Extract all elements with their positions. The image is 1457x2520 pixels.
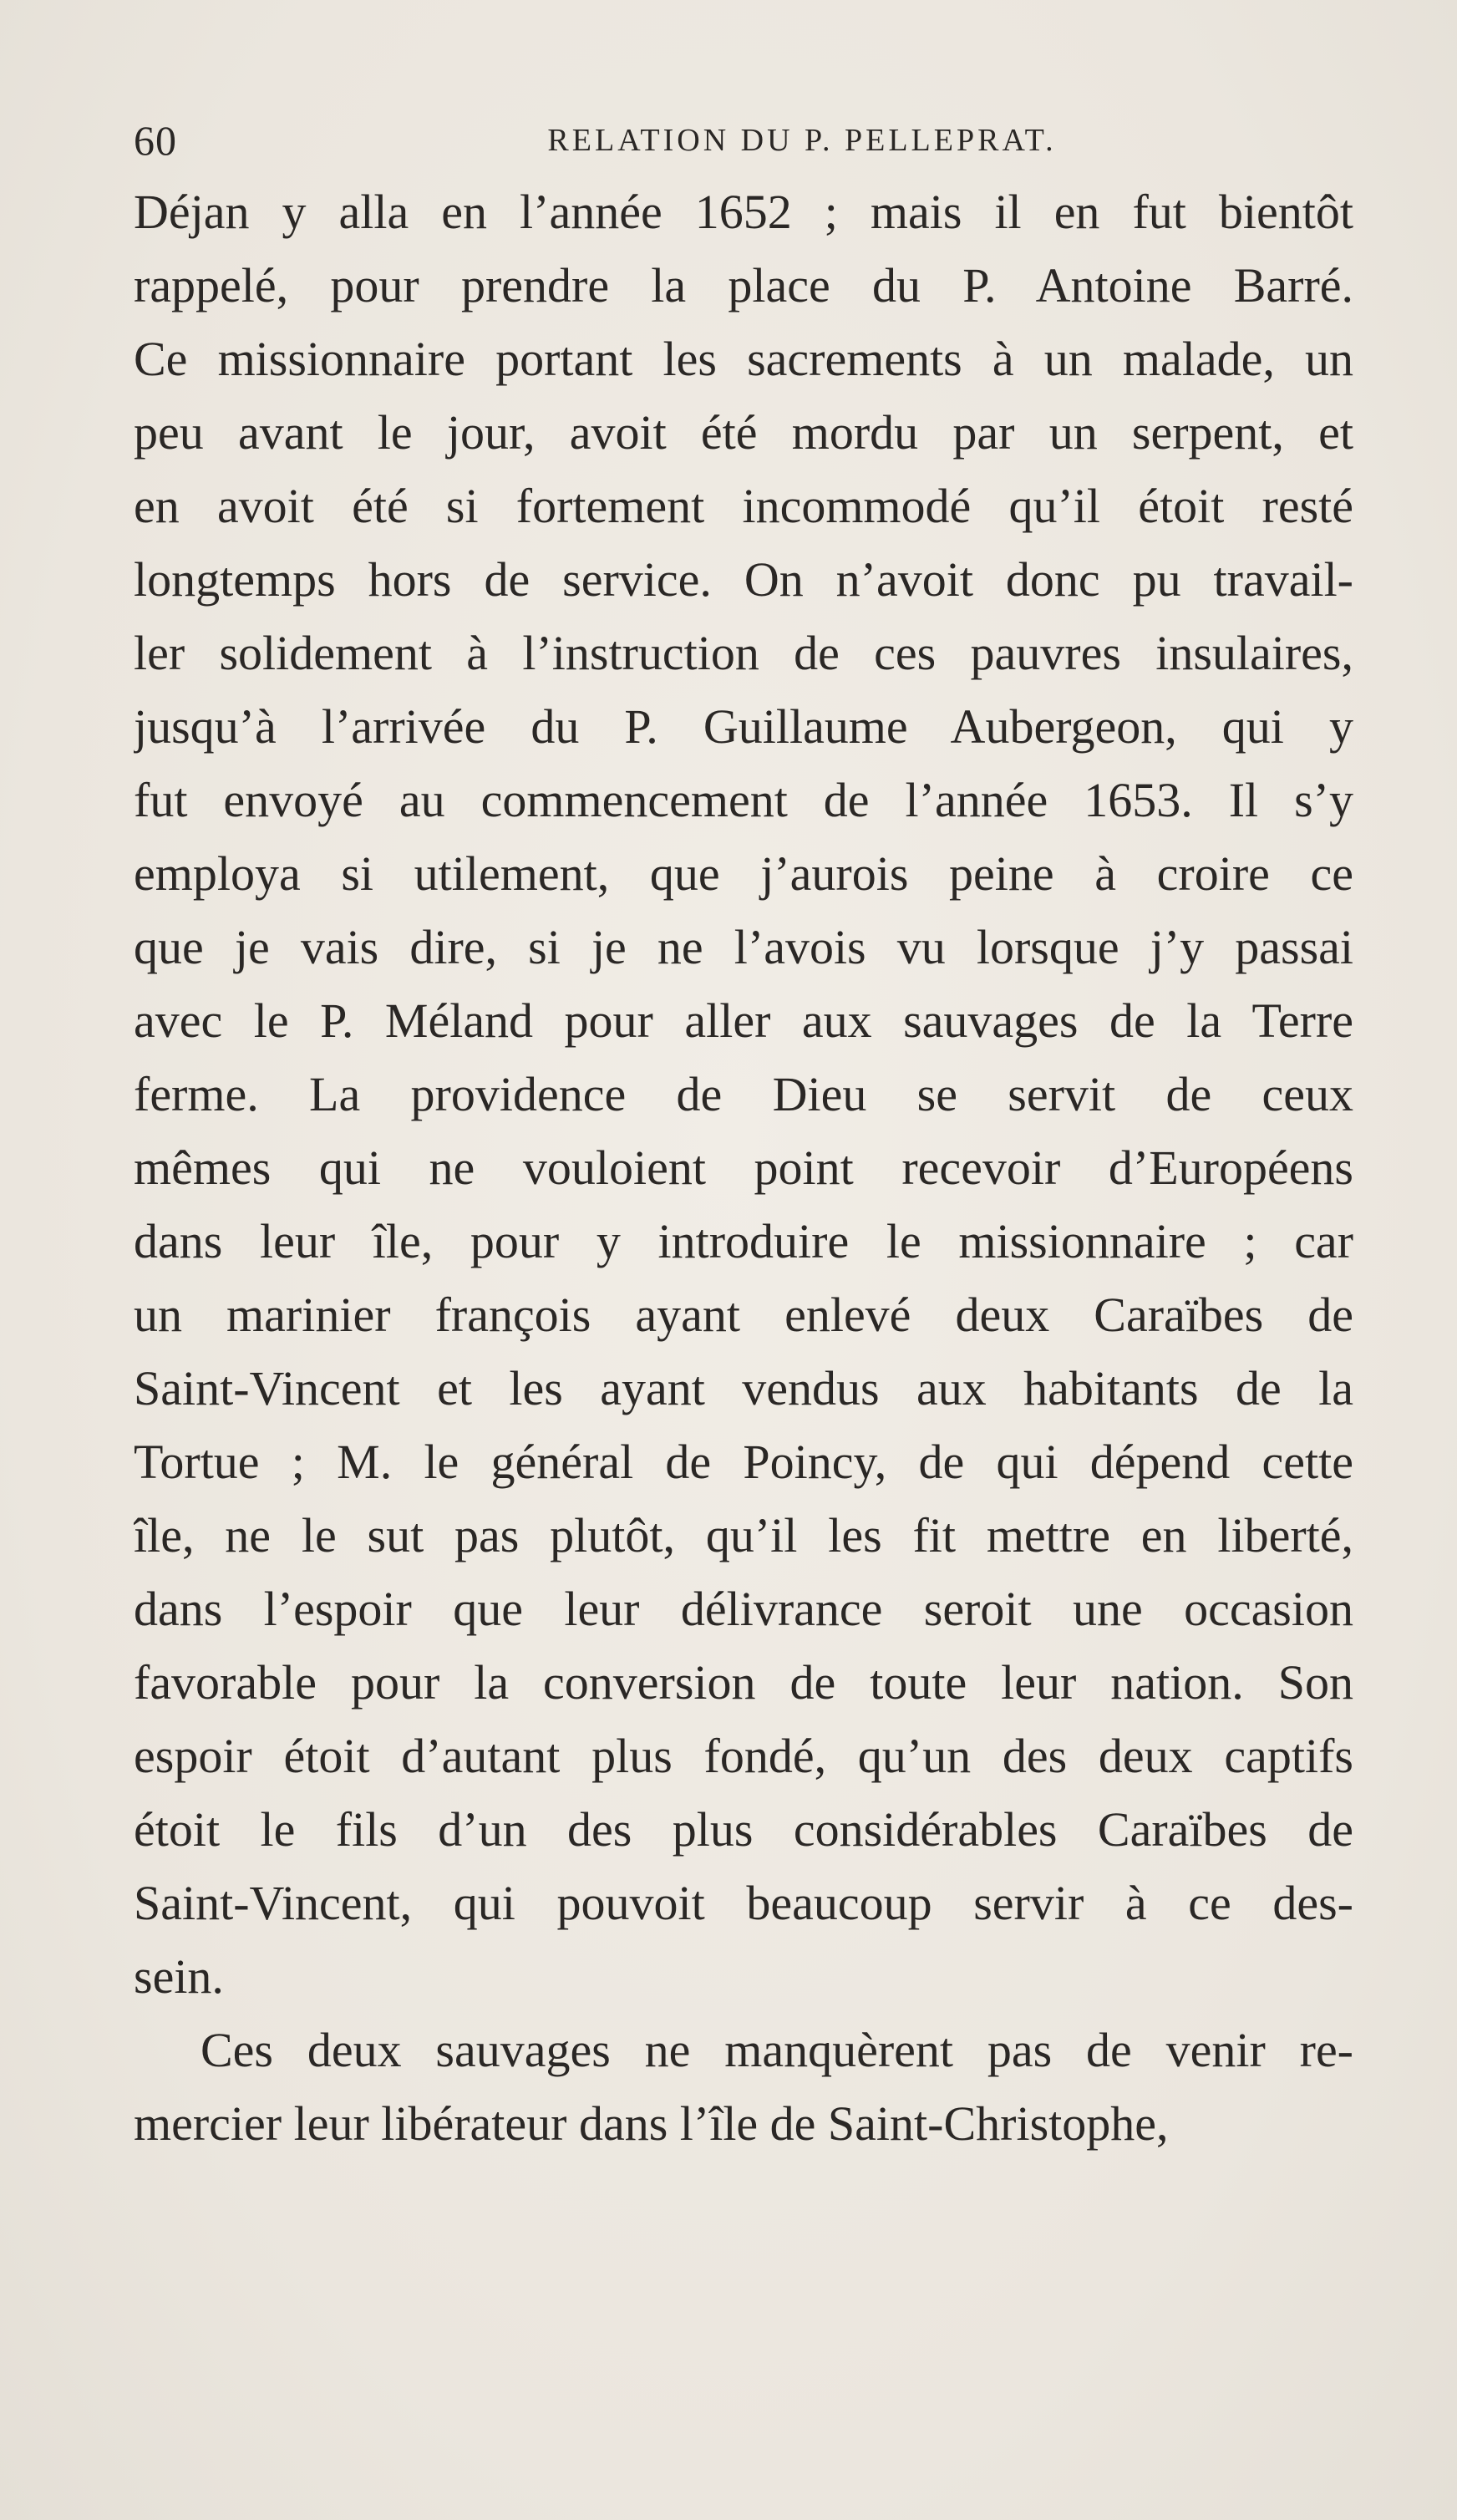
text-line: Déjan y alla en l’année 1652 ; mais il en fut bientôt <box>134 185 1353 239</box>
paragraph-end-line: sein. <box>134 1949 224 2004</box>
paragraph-start-line: Ces deux sauvages ne manquèrent pas de venir re- <box>201 2023 1353 2077</box>
text-line: peu avant le jour, avoit été mordu par un serpent, et <box>134 405 1353 460</box>
text-line: Saint-Vincent, qui pouvoit beaucoup servir à ce des- <box>134 1876 1353 1930</box>
text-line: Saint-Vincent et les ayant vendus aux habitants de la <box>134 1361 1353 1415</box>
text-line: dans leur île, pour y introduire le missionnaire ; car <box>134 1214 1353 1268</box>
text-line: île, ne le sut pas plutôt, qu’il les fit mettre en liberté, <box>134 1508 1353 1562</box>
text-line: favorable pour la conversion de toute leur nation. Son <box>134 1655 1353 1710</box>
page-number: 60 <box>134 117 177 164</box>
text-line: Ce missionnaire portant les sacrements à un malade, un <box>134 332 1353 386</box>
text-line: longtemps hors de service. On n’avoit donc pu travail- <box>134 552 1353 607</box>
body-text <box>134 175 1353 2161</box>
text-line: mercier leur libérateur dans l’île de Saint-Christophe, <box>134 2096 1169 2151</box>
text-line: employa si utilement, que j’aurois peine à croire ce <box>134 846 1353 901</box>
text-line: espoir étoit d’autant plus fondé, qu’un des deux captifs <box>134 1729 1353 1783</box>
text-line: avec le P. Méland pour aller aux sauvages de la Terre <box>134 993 1353 1048</box>
text-line: rappelé, pour prendre la place du P. Antoine Barré. <box>134 258 1353 312</box>
text-line: ler solidement à l’instruction de ces pauvres insulaires, <box>134 626 1353 680</box>
text-line: fut envoyé au commencement de l’année 1653. Il s’y <box>134 773 1353 827</box>
text-line: Tortue ; M. le général de Poincy, de qui dépend cette <box>134 1435 1353 1489</box>
text-line: ferme. La providence de Dieu se servit de ceux <box>134 1067 1353 1121</box>
text-line: que je vais dire, si je ne l’avois vu lorsque j’y passai <box>134 920 1353 974</box>
running-title: RELATION DU P. PELLEPRAT. <box>547 123 1057 158</box>
running-head <box>134 107 1353 174</box>
text-line: dans l’espoir que leur délivrance seroit une occasion <box>134 1582 1353 1636</box>
text-line: jusqu’à l’arrivée du P. Guillaume Aubergeon, qui y <box>134 699 1353 754</box>
text-line: mêmes qui ne vouloient point recevoir d’Européens <box>134 1141 1353 1195</box>
text-line: étoit le fils d’un des plus considérables Caraïbes de <box>134 1802 1353 1857</box>
text-line: un marinier françois ayant enlevé deux Caraïbes de <box>134 1288 1353 1342</box>
text-line: en avoit été si fortement incommodé qu’il étoit resté <box>134 479 1353 533</box>
